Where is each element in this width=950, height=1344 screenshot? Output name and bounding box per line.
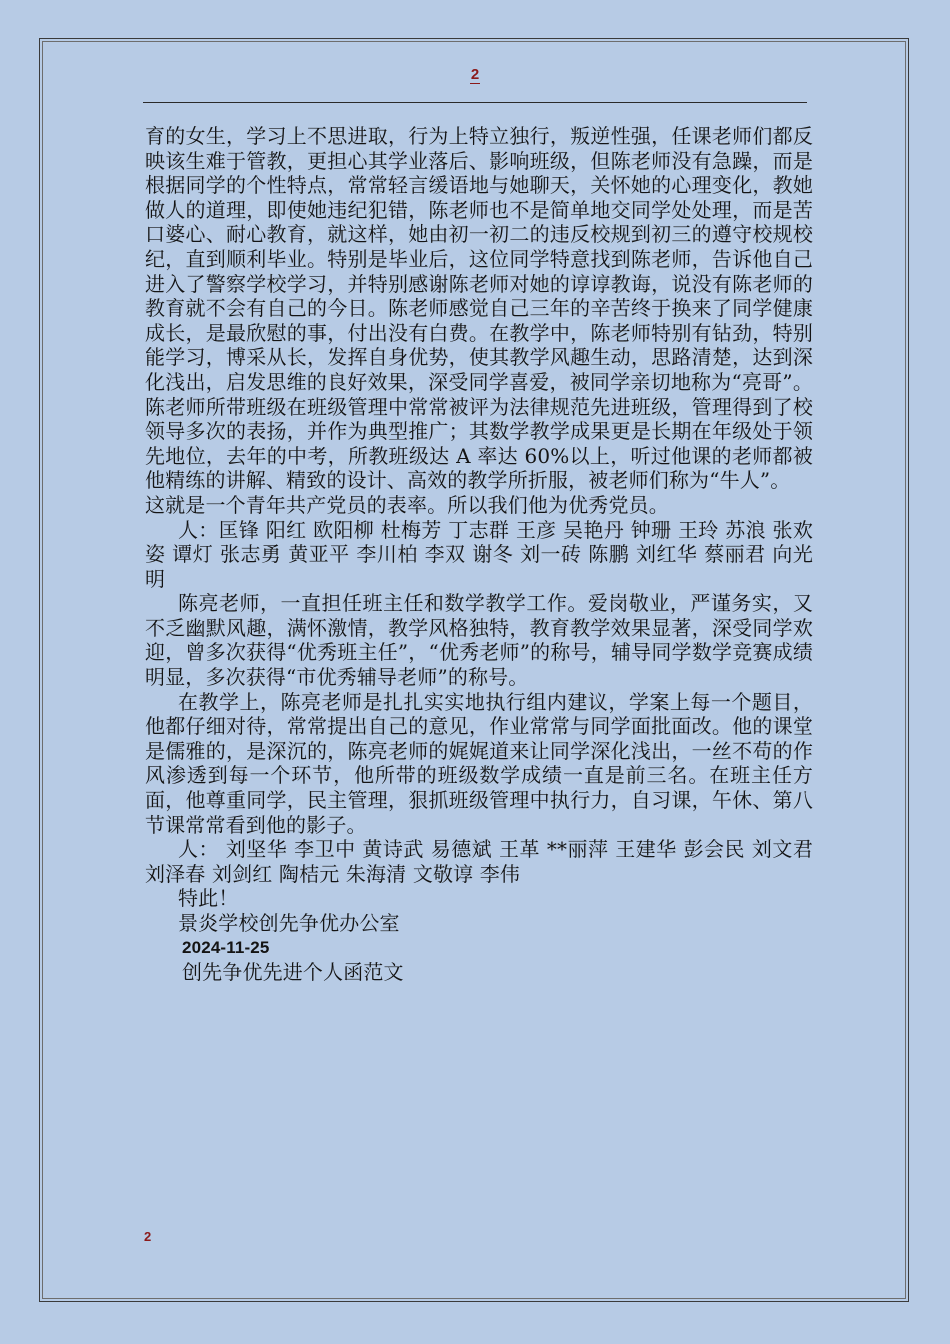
nominators-list-1: 人：匡锋 阳红 欧阳柳 杜梅芳 丁志群 王彦 吴艳丹 钟珊 王玲 苏浪 张欢姿 谭灯 张志勇 黄亚平 李川柏 李双 谢冬 刘一砖 陈鹏 刘红华 蔡丽君 向光明 xyxy=(145,517,813,591)
signature-organization: 景炎学校创先争优办公室 xyxy=(178,911,400,935)
paragraph-chen-teaching: 在教学上，陈亮老师是扎扎实实地执行组内建议，学案上每一个题目，他都仔细对待，常常提出自己的意见，作业常常与同学面批面改。他的课堂是儒雅的，是深沉的，陈亮老师的娓娓道来让同学深化浅出，一丝不苟的作风渗透到每一个环节，他所带的班级数学成绩一直是前三名。在班主任方面，他尊重同学，民主管理，狠抓班级管理中执行力，自习课，午休、第八节课常常看到他的影子。 xyxy=(145,689,813,837)
paragraph-chen-intro: 陈亮老师，一直担任班主任和数学教学工作。爱岗敬业，严谨务实，又不乏幽默风趣，满怀激情，教学风格独特，教育教学效果显著，深受同学欢迎，曾多次获得“优秀班主任”，“优秀老师”的称号，辅导同学数学竞赛成绩明显，多次获得“市优秀辅导老师”的称号。 xyxy=(145,591,813,690)
nominators-list-2: 人： 刘坚华 李卫中 黄诗武 易德斌 王革 **丽萍 王建华 彭会民 刘文君 刘泽春 刘剑红 陶桔元 朱海清 文敬谆 李伟 xyxy=(145,837,813,886)
closing-text: 特此！ xyxy=(178,886,239,911)
signature-date: 2024-11-25 xyxy=(182,937,270,957)
footer-page-number: 2 xyxy=(144,1229,152,1244)
header-page-number: 2 xyxy=(470,66,480,83)
document-title: 创先争优先进个人函范文 xyxy=(182,960,404,985)
document-body xyxy=(145,124,813,985)
paragraph-continued: 育的女生，学习上不思进取，行为上特立独行，叛逆性强，任课老师们都反映该生难于管教，更担心其学业落后、影响班级，但陈老师没有急躁，而是根据同学的个性特点，常常轻言缓语地与她聊天，关怀她的心理变化，教她做人的道理，即使她违纪犯错，陈老师也不是简单地交同学处处理，而是苦口婆心、耐心教育，就这样，她由初一初二的违反校规到初三的遵守校规校纪，直到顺利毕业。特别是毕业后，这位同学特意找到陈老师，告诉他自己进入了警察学校学习，并特别感谢陈老师对她的谆谆教诲，说没有陈老师的教育就不会有自己的今日。陈老师感觉自己三年的辛苦终于换来了同学健康成长，是最欣慰的事，付出没有白费。在教学中，陈老师特别有钻劲，特别能学习，博采从长，发挥自身优势，使其教学风趣生动，思路清楚，达到深化浅出，启发思维的良好效果，深受同学喜爱，被同学亲切地称为“亮哥”。陈老师所带班级在班级管理中常常被评为法律规范先进班级，管理得到了校领导多次的表扬，并作为典型推广；其数学教学成果更是长期在年级处于领先地位，去年的中考，所教班级达 A 率达 60%以上，听过他课的老师都被他精练的讲解、精致的设计、高效的教学所折服，被老师们称为“牛人”。 xyxy=(145,124,813,493)
paragraph-summary: 这就是一个青年共产党员的表率。所以我们他为优秀党员。 xyxy=(145,492,669,517)
header-divider xyxy=(143,102,807,103)
